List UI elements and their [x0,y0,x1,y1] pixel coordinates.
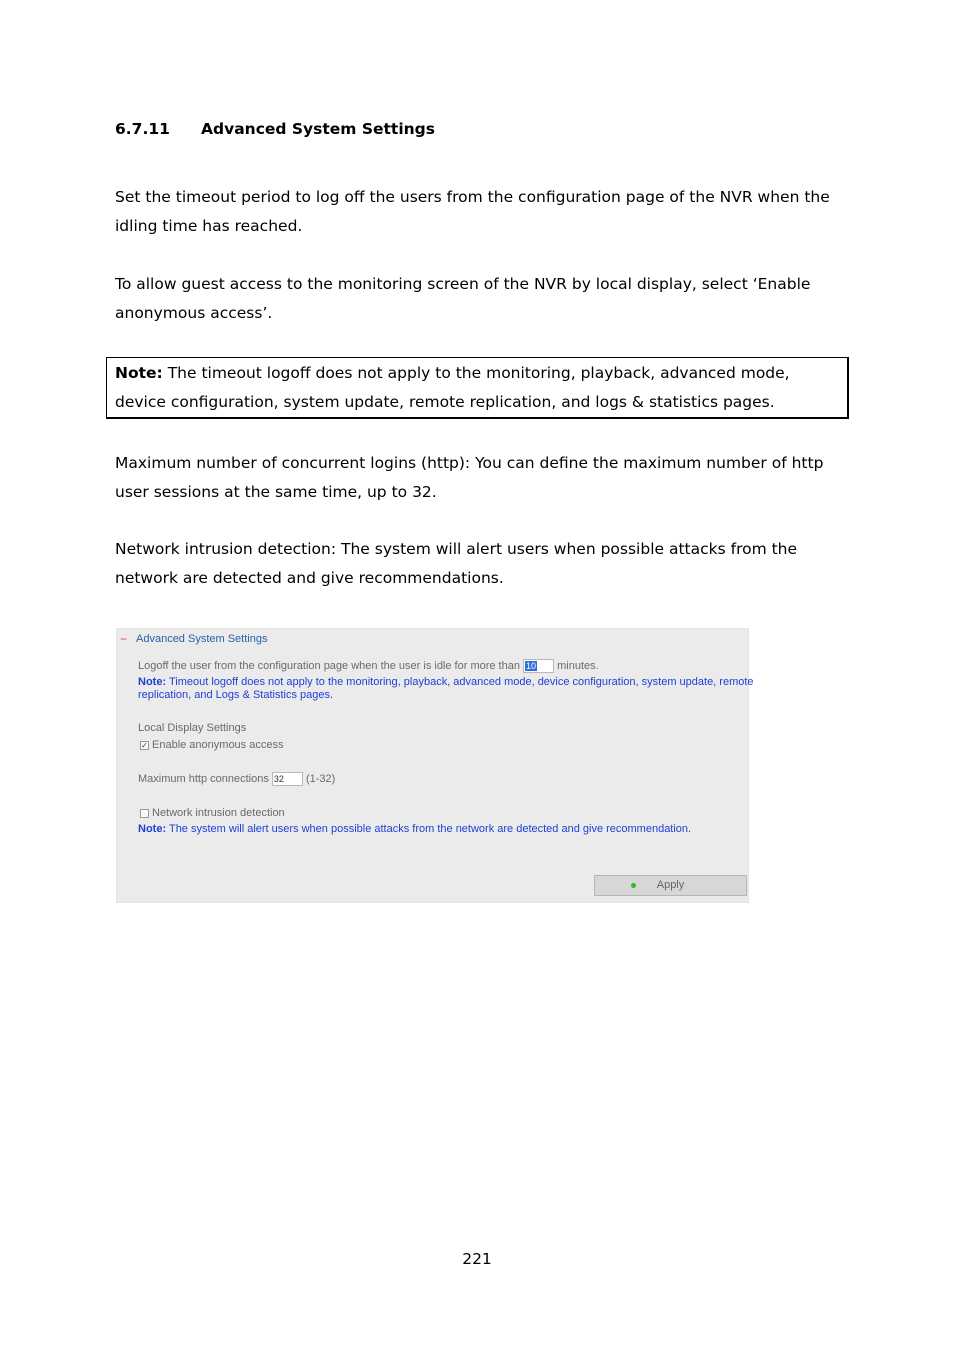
note-box [106,357,849,419]
intrusion-note-label: Note: [138,823,167,835]
timeout-note-line1: Note: Timeout logoff does not apply to the monitoring, playback, advanced mode, device configuration, system update, remote [138,676,754,688]
section-number: 6.7.11 [115,120,170,138]
apply-button[interactable] [594,875,747,896]
settings-screenshot-panel [116,628,754,903]
collapse-icon[interactable]: − [120,632,128,646]
intrusion-detection-row [140,807,285,819]
logoff-unit: minutes. [557,659,599,672]
paragraph-concurrent-logins: Maximum number of concurrent logins (http): You can define the maximum number of http user sessions at the same time, up to 32. [115,454,824,501]
logoff-minutes-input[interactable]: 10 [523,659,554,673]
anonymous-access-row [140,739,283,751]
intrusion-detection-label: Network intrusion detection [152,807,285,819]
paragraph-timeout: Set the timeout period to log off the users from the configuration page of the NVR when the idling time has reached. [115,188,830,235]
intrusion-detection-checkbox[interactable] [140,809,149,818]
intrusion-note: Note: The system will alert users when possible attacks from the network are detected and give recommendation. [138,823,692,835]
section-heading [115,120,435,138]
http-connections-range: (1-32) [305,772,336,785]
timeout-note-line2: replication, and Logs & Statistics pages. [138,689,334,701]
paragraph-intrusion-detection: Network intrusion detection: The system will alert users when possible attacks from the network are detected and give recommendations. [115,540,798,587]
http-connections-input[interactable]: 32 [272,772,303,786]
logoff-row [138,659,599,673]
local-display-label: Local Display Settings [138,722,247,734]
status-dot-icon [631,883,636,888]
timeout-note-label: Note: [138,676,167,688]
apply-button-label: Apply [656,879,685,891]
note-label: Note: [115,364,163,382]
anonymous-access-label: Enable anonymous access [152,739,284,751]
http-connections-label: Maximum http connections [138,772,269,785]
section-title: Advanced System Settings [201,120,436,138]
anonymous-access-checkbox[interactable]: ✓ [141,740,148,750]
logoff-label: Logoff the user from the configuration page when the user is idle for more than [138,659,520,672]
paragraph-guest-access: To allow guest access to the monitoring screen of the NVR by local display, select ‘Enable anonymous access’. [115,275,811,322]
note-text: The timeout logoff does not apply to the monitoring, playback, advanced mode, device configuration, system update, remote replication, and logs & statistics pages. [115,364,790,411]
http-connections-row [138,772,335,786]
page-number: 221 [462,1250,492,1268]
panel-section-title: Advanced System Settings [136,633,268,645]
